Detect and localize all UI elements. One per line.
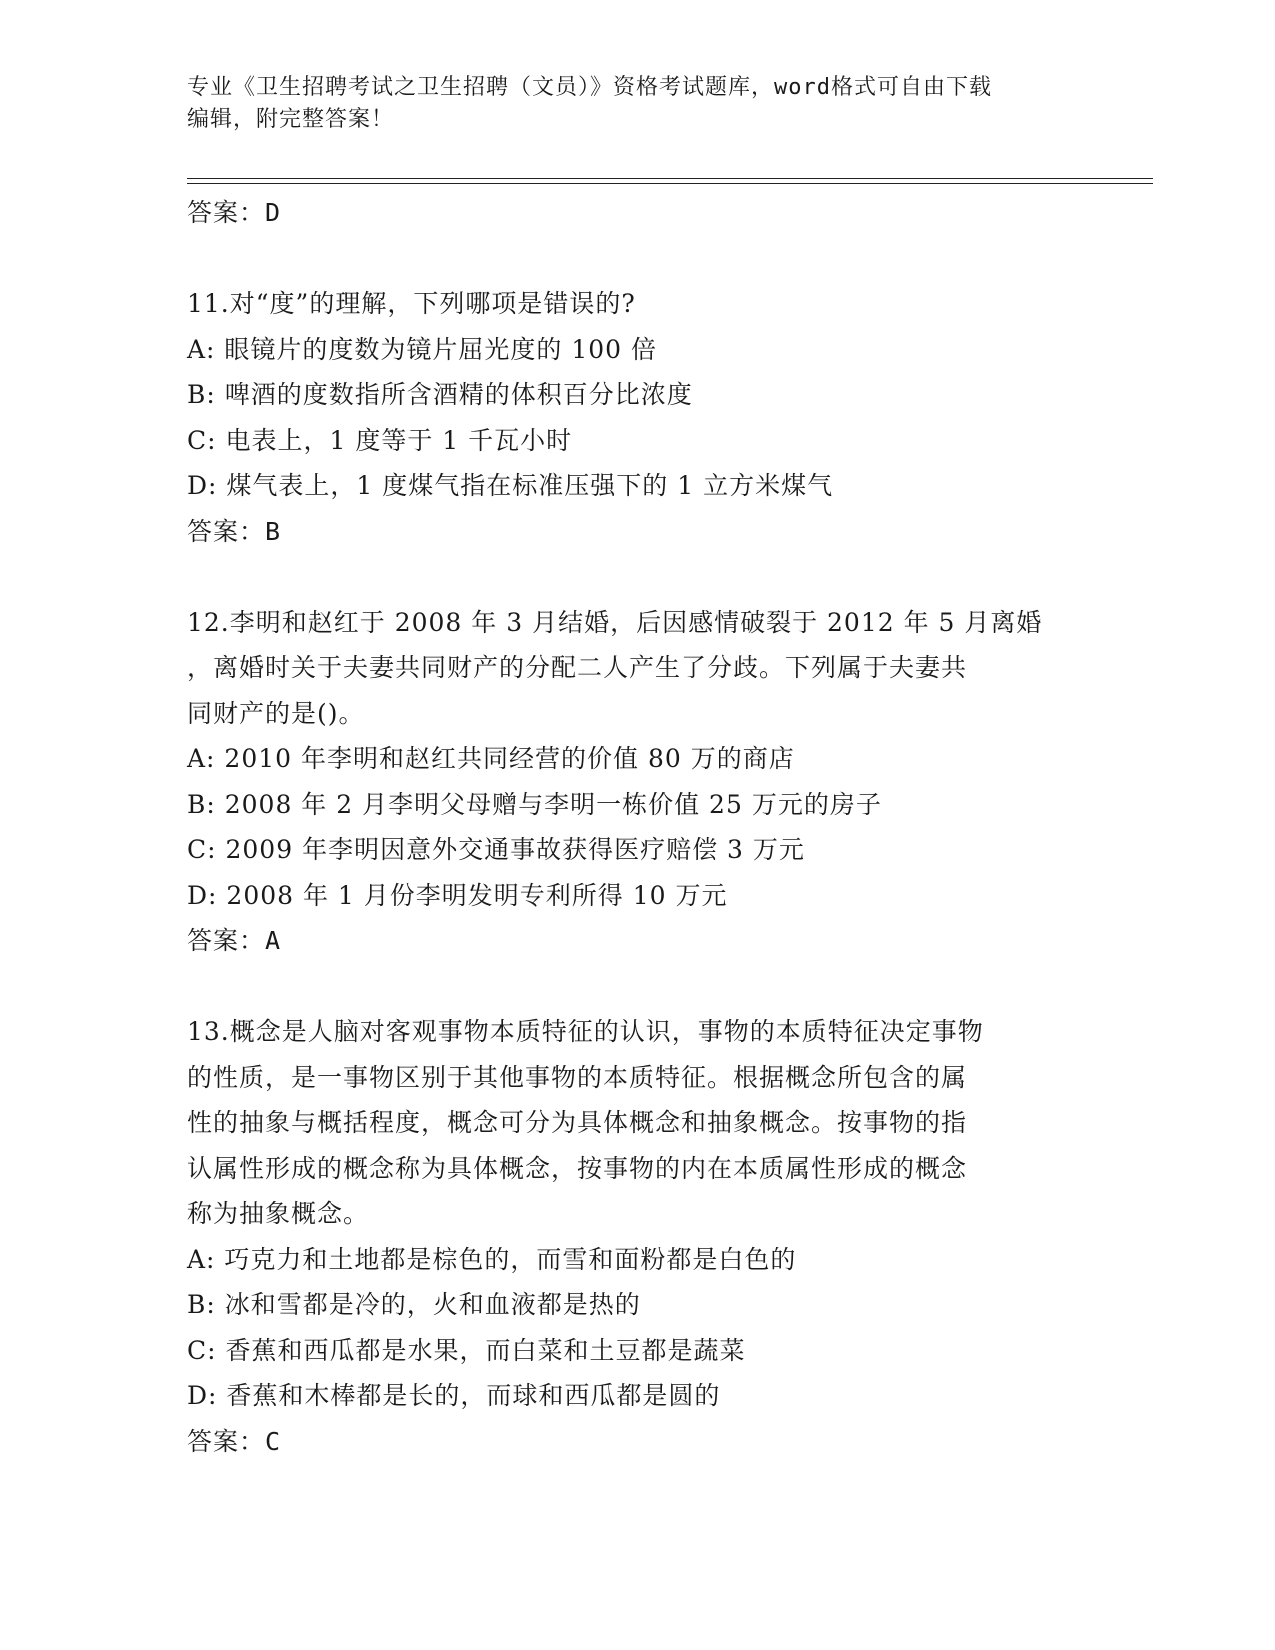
question-13	[187, 1009, 1087, 1464]
option-c: C: 2009 年李明因意外交通事故获得医疗赔偿 3 万元	[187, 835, 805, 864]
header-line-1: 专业《卫生招聘考试之卫生招聘（文员）》资格考试题库，word格式可自由下载	[187, 75, 992, 100]
document-header	[187, 72, 1067, 136]
spacer	[187, 236, 1087, 282]
option-c: C: 电表上，1 度等于 1 千瓦小时	[187, 425, 573, 455]
header-divider-bottom	[187, 183, 1153, 184]
option-b: B: 2008 年 2 月李明父母赠与李明一栋价值 25 万元的房子	[187, 789, 882, 819]
option-b: B: 冰和雪都是冷的，火和血液都是热的	[187, 1290, 641, 1319]
question-stem: 性的抽象与概括程度，概念可分为具体概念和抽象概念。按事物的指	[187, 1108, 968, 1137]
option-b: B: 啤酒的度数指所含酒精的体积百分比浓度	[187, 380, 693, 409]
answer-q11: 答案：B	[187, 516, 282, 546]
question-content	[187, 190, 1087, 1464]
answer-q13: 答案：C	[187, 1426, 282, 1456]
option-a: A: 巧克力和土地都是棕色的，而雪和面粉都是白色的	[187, 1244, 797, 1274]
question-stem: 13.概念是人脑对客观事物本质特征的认识，事物的本质特征决定事物	[187, 1017, 984, 1046]
question-stem: 认属性形成的概念称为具体概念，按事物的内在本质属性形成的概念	[187, 1153, 968, 1183]
answer-q12: 答案：A	[187, 926, 282, 955]
option-c: C: 香蕉和西瓜都是水果，而白菜和土豆都是蔬菜	[187, 1335, 746, 1365]
option-d: D: 2008 年 1 月份李明发明专利所得 10 万元	[187, 880, 728, 910]
answer-q10: 答案：D	[187, 198, 282, 227]
spacer	[187, 964, 1087, 1010]
question-stem: 11.对“度”的理解，下列哪项是错误的?	[187, 289, 636, 318]
header-line-2: 编辑，附完整答案！	[187, 107, 395, 132]
option-a: A: 眼镜片的度数为镜片屈光度的 100 倍	[187, 334, 658, 364]
option-d: D: 煤气表上，1 度煤气指在标准压强下的 1 立方米煤气	[187, 471, 834, 500]
option-a: A: 2010 年李明和赵红共同经营的价值 80 万的商店	[187, 744, 795, 773]
question-11	[187, 281, 1087, 554]
question-stem: 称为抽象概念。	[187, 1199, 370, 1228]
question-stem: ，离婚时关于夫妻共同财产的分配二人产生了分歧。下列属于夫妻共	[187, 653, 968, 682]
spacer	[187, 554, 1087, 600]
question-stem: 同财产的是()。	[187, 698, 365, 728]
question-stem: 的性质，是一事物区别于其他事物的本质特征。根据概念所包含的属	[187, 1062, 968, 1092]
header-divider-top	[187, 178, 1153, 179]
option-d: D: 香蕉和木棒都是长的，而球和西瓜都是圆的	[187, 1381, 721, 1410]
question-stem: 12.李明和赵红于 2008 年 3 月结婚，后因感情破裂于 2012 年 5 月离婚	[187, 607, 1043, 637]
question-12	[187, 600, 1087, 964]
